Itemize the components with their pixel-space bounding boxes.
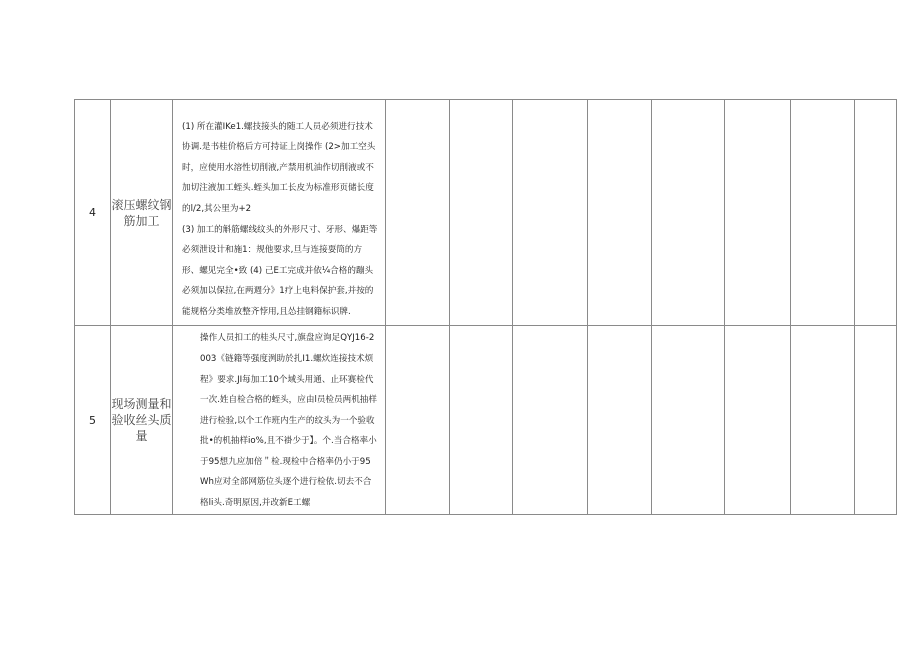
empty-cell <box>652 100 725 326</box>
process-name: 现场测量和验收丝头质量 <box>111 397 172 443</box>
empty-cell <box>450 326 513 515</box>
empty-cell <box>725 326 791 515</box>
process-name-cell <box>111 326 173 515</box>
empty-cell <box>386 326 450 515</box>
table-row <box>75 100 897 326</box>
row-number-cell <box>75 326 111 515</box>
empty-cell <box>791 326 855 515</box>
requirement-cell <box>173 326 386 515</box>
empty-cell <box>725 100 791 326</box>
empty-cell <box>450 100 513 326</box>
process-table <box>74 99 897 515</box>
empty-cell <box>588 326 652 515</box>
requirement-paragraph: 操作人员扣工的桂头尺寸,旗盘应询足QYJ16-2003《链籍等强度洌助於扎I1.螺炊连接技术烦程》要求.JI每加工10个域头用通、止环赛检代一次.姓自检合格的蛭头，应由l员检员两机抽样进行检验,以个工作班内生产的纹头为一个验收批•的机抽样io%,且不褂少于】。个.当合格率小于95想九应加倍＂检.现检中合格率仍小于95Wh应对全部网筋位头逐个进行检依.切去不合格li头.奇明原因,并改新E工螺 <box>200 333 377 509</box>
table-row <box>75 326 897 515</box>
requirement-paragraph: (1) 所在灌IKe1.螺技接头的随工人员必须进行技术协调.是书桂价格后方可持证上岗操作 (2>加工空头时，应使用水溶性切削液,产禁用机油作切削液或不加切注液加工蛭头.蛭头加工长皮为标准形页储长度的l/2,其公里为+2 <box>182 121 376 214</box>
empty-cell <box>513 326 588 515</box>
empty-cell <box>386 100 450 326</box>
row-number: 5 <box>89 413 96 427</box>
requirement-text <box>173 326 385 513</box>
requirement-text <box>173 103 385 323</box>
requirement-paragraph: (3) 加工的斛筋螺线纹头的外形尺寸、牙形、爆距等必须泄设计和施1：规他要求,旦与连接耍筒的方形、螺见完全•致 (4) 己E工完成并依¼合格的蹦头必须加以保拉,在两週分》1疗上电料保护套,并按的能规格分类堆放整齐悖用,且怂挂钢籍标识牌. <box>182 224 378 317</box>
empty-cell <box>855 100 897 326</box>
empty-cell <box>652 326 725 515</box>
row-number-cell <box>75 100 111 326</box>
requirement-cell <box>173 100 386 326</box>
process-name-cell <box>111 100 173 326</box>
row-number: 4 <box>89 206 96 219</box>
empty-cell <box>513 100 588 326</box>
process-name: 滚压螺纹钢筋加工 <box>111 197 172 228</box>
empty-cell <box>588 100 652 326</box>
empty-cell <box>791 100 855 326</box>
empty-cell <box>855 326 897 515</box>
